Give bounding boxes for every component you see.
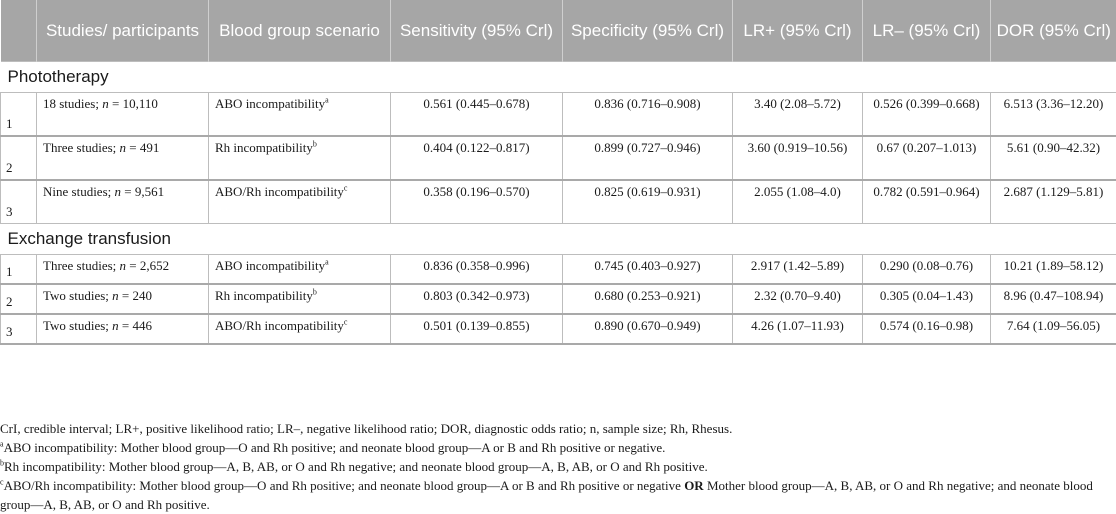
- table-row: [1, 255, 1116, 285]
- lr-minus-cell: 0.290 (0.08–0.76): [863, 255, 991, 285]
- row-index: 2: [1, 136, 37, 180]
- section-row: [1, 62, 1116, 93]
- scenario-text: Rh incompatibility: [215, 288, 313, 303]
- row-index: 2: [1, 284, 37, 314]
- row-index: 1: [1, 93, 37, 137]
- lr-plus-cell: 2.32 (0.70–9.40): [733, 284, 863, 314]
- scenario-text: Rh incompatibility: [215, 140, 313, 155]
- n-value: = 10,110: [109, 96, 158, 111]
- sensitivity-cell: 0.836 (0.358–0.996): [391, 255, 563, 285]
- row-index: 3: [1, 180, 37, 224]
- header-index: [1, 0, 37, 62]
- scenario-footnote-mark: b: [313, 288, 317, 297]
- sensitivity-cell: 0.561 (0.445–0.678): [391, 93, 563, 137]
- table-footnotes: [0, 419, 1116, 514]
- header-lr-minus: LR– (95% Crl): [863, 0, 991, 62]
- studies-cell: [37, 314, 209, 344]
- header-sensitivity: Sensitivity (95% Crl): [391, 0, 563, 62]
- sensitivity-cell: 0.404 (0.122–0.817): [391, 136, 563, 180]
- scenario-footnote-mark: a: [325, 96, 329, 105]
- specificity-cell: 0.890 (0.670–0.949): [563, 314, 733, 344]
- n-label: n: [102, 96, 109, 111]
- dor-cell: 5.61 (0.90–42.32): [991, 136, 1116, 180]
- sensitivity-cell: 0.358 (0.196–0.570): [391, 180, 563, 224]
- n-label: n: [115, 184, 122, 199]
- table-row: [1, 314, 1116, 344]
- studies-text: Nine studies;: [43, 184, 115, 199]
- specificity-cell: 0.680 (0.253–0.921): [563, 284, 733, 314]
- header-studies: Studies/ participants: [37, 0, 209, 62]
- table-row: [1, 284, 1116, 314]
- n-value: = 240: [119, 288, 152, 303]
- table-row: [1, 93, 1116, 137]
- studies-text: Three studies;: [43, 140, 120, 155]
- scenario-footnote-mark: c: [344, 318, 348, 327]
- footnote-c-or: OR: [684, 478, 704, 493]
- dor-cell: 8.96 (0.47–108.94): [991, 284, 1116, 314]
- n-label: n: [120, 258, 127, 273]
- header-lr-plus: LR+ (95% Crl): [733, 0, 863, 62]
- studies-cell: [37, 136, 209, 180]
- studies-cell: [37, 180, 209, 224]
- header-dor: DOR (95% Crl): [991, 0, 1116, 62]
- footnote-mark-b: b: [0, 459, 4, 468]
- sensitivity-cell: 0.803 (0.342–0.973): [391, 284, 563, 314]
- footnote-b: [0, 457, 1116, 476]
- scenario-cell: [209, 314, 391, 344]
- lr-plus-cell: 3.60 (0.919–10.56): [733, 136, 863, 180]
- scenario-footnote-mark: b: [313, 140, 317, 149]
- table-row: [1, 136, 1116, 180]
- section-title: Phototherapy: [1, 62, 1116, 93]
- scenario-cell: [209, 284, 391, 314]
- sensitivity-cell: 0.501 (0.139–0.855): [391, 314, 563, 344]
- section-row: [1, 224, 1116, 255]
- scenario-cell: [209, 180, 391, 224]
- scenario-cell: [209, 136, 391, 180]
- n-label: n: [112, 288, 119, 303]
- row-index: 1: [1, 255, 37, 285]
- scenario-cell: [209, 255, 391, 285]
- studies-text: 18 studies;: [43, 96, 102, 111]
- header-specificity: Specificity (95% Crl): [563, 0, 733, 62]
- row-index: 3: [1, 314, 37, 344]
- footnote-a: [0, 438, 1116, 457]
- studies-cell: [37, 93, 209, 137]
- studies-cell: [37, 255, 209, 285]
- dor-cell: 6.513 (3.36–12.20): [991, 93, 1116, 137]
- dor-cell: 10.21 (1.89–58.12): [991, 255, 1116, 285]
- lr-plus-cell: 4.26 (1.07–11.93): [733, 314, 863, 344]
- specificity-cell: 0.745 (0.403–0.927): [563, 255, 733, 285]
- dor-cell: 7.64 (1.09–56.05): [991, 314, 1116, 344]
- lr-minus-cell: 0.526 (0.399–0.668): [863, 93, 991, 137]
- footnote-b-text: Rh incompatibility: Mother blood group—A, B, AB, or O and Rh negative; and neonate blood group—A, B, AB, or O and Rh positive.: [4, 459, 708, 474]
- scenario-text: ABO/Rh incompatibility: [215, 318, 344, 333]
- studies-text: Three studies;: [43, 258, 120, 273]
- specificity-cell: 0.899 (0.727–0.946): [563, 136, 733, 180]
- footnote-abbreviations: CrI, credible interval; LR+, positive likelihood ratio; LR–, negative likelihood ratio; DOR, diagnostic odds ratio; n, sample size; Rh, Rhesus.: [0, 419, 1116, 438]
- scenario-footnote-mark: a: [325, 258, 329, 267]
- footnote-mark-c: c: [0, 478, 4, 487]
- lr-minus-cell: 0.67 (0.207–1.013): [863, 136, 991, 180]
- section-title: Exchange transfusion: [1, 224, 1116, 255]
- footnote-c-text-1: ABO/Rh incompatibility: Mother blood group—O and Rh positive; and neonate blood group—A or B and Rh positive or negative: [4, 478, 685, 493]
- footnote-mark-a: a: [0, 440, 4, 449]
- scenario-footnote-mark: c: [344, 184, 348, 193]
- n-label: n: [112, 318, 119, 333]
- lr-minus-cell: 0.574 (0.16–0.98): [863, 314, 991, 344]
- n-label: n: [120, 140, 127, 155]
- footnote-c-text-2: Mother blood group—A, B, AB, or O and Rh negative; and neonate blood group—A, B, AB, or O and Rh positive.: [0, 478, 1093, 512]
- header-row: [1, 0, 1116, 62]
- n-value: = 2,652: [126, 258, 169, 273]
- n-value: = 9,561: [121, 184, 164, 199]
- lr-plus-cell: 3.40 (2.08–5.72): [733, 93, 863, 137]
- footnote-c: [0, 476, 1116, 514]
- header-scenario: Blood group scenario: [209, 0, 391, 62]
- lr-plus-cell: 2.917 (1.42–5.89): [733, 255, 863, 285]
- scenario-text: ABO incompatibility: [215, 96, 325, 111]
- scenario-text: ABO incompatibility: [215, 258, 325, 273]
- studies-text: Two studies;: [43, 288, 112, 303]
- footnote-a-text: ABO incompatibility: Mother blood group—O and Rh positive; and neonate blood group—A or B and Rh positive or negative.: [4, 440, 666, 455]
- specificity-cell: 0.836 (0.716–0.908): [563, 93, 733, 137]
- specificity-cell: 0.825 (0.619–0.931): [563, 180, 733, 224]
- studies-text: Two studies;: [43, 318, 112, 333]
- lr-minus-cell: 0.305 (0.04–1.43): [863, 284, 991, 314]
- n-value: = 446: [119, 318, 152, 333]
- table-row: [1, 180, 1116, 224]
- lr-plus-cell: 2.055 (1.08–4.0): [733, 180, 863, 224]
- n-value: = 491: [126, 140, 159, 155]
- dor-cell: 2.687 (1.129–5.81): [991, 180, 1116, 224]
- studies-cell: [37, 284, 209, 314]
- lr-minus-cell: 0.782 (0.591–0.964): [863, 180, 991, 224]
- scenario-text: ABO/Rh incompatibility: [215, 184, 344, 199]
- scenario-cell: [209, 93, 391, 137]
